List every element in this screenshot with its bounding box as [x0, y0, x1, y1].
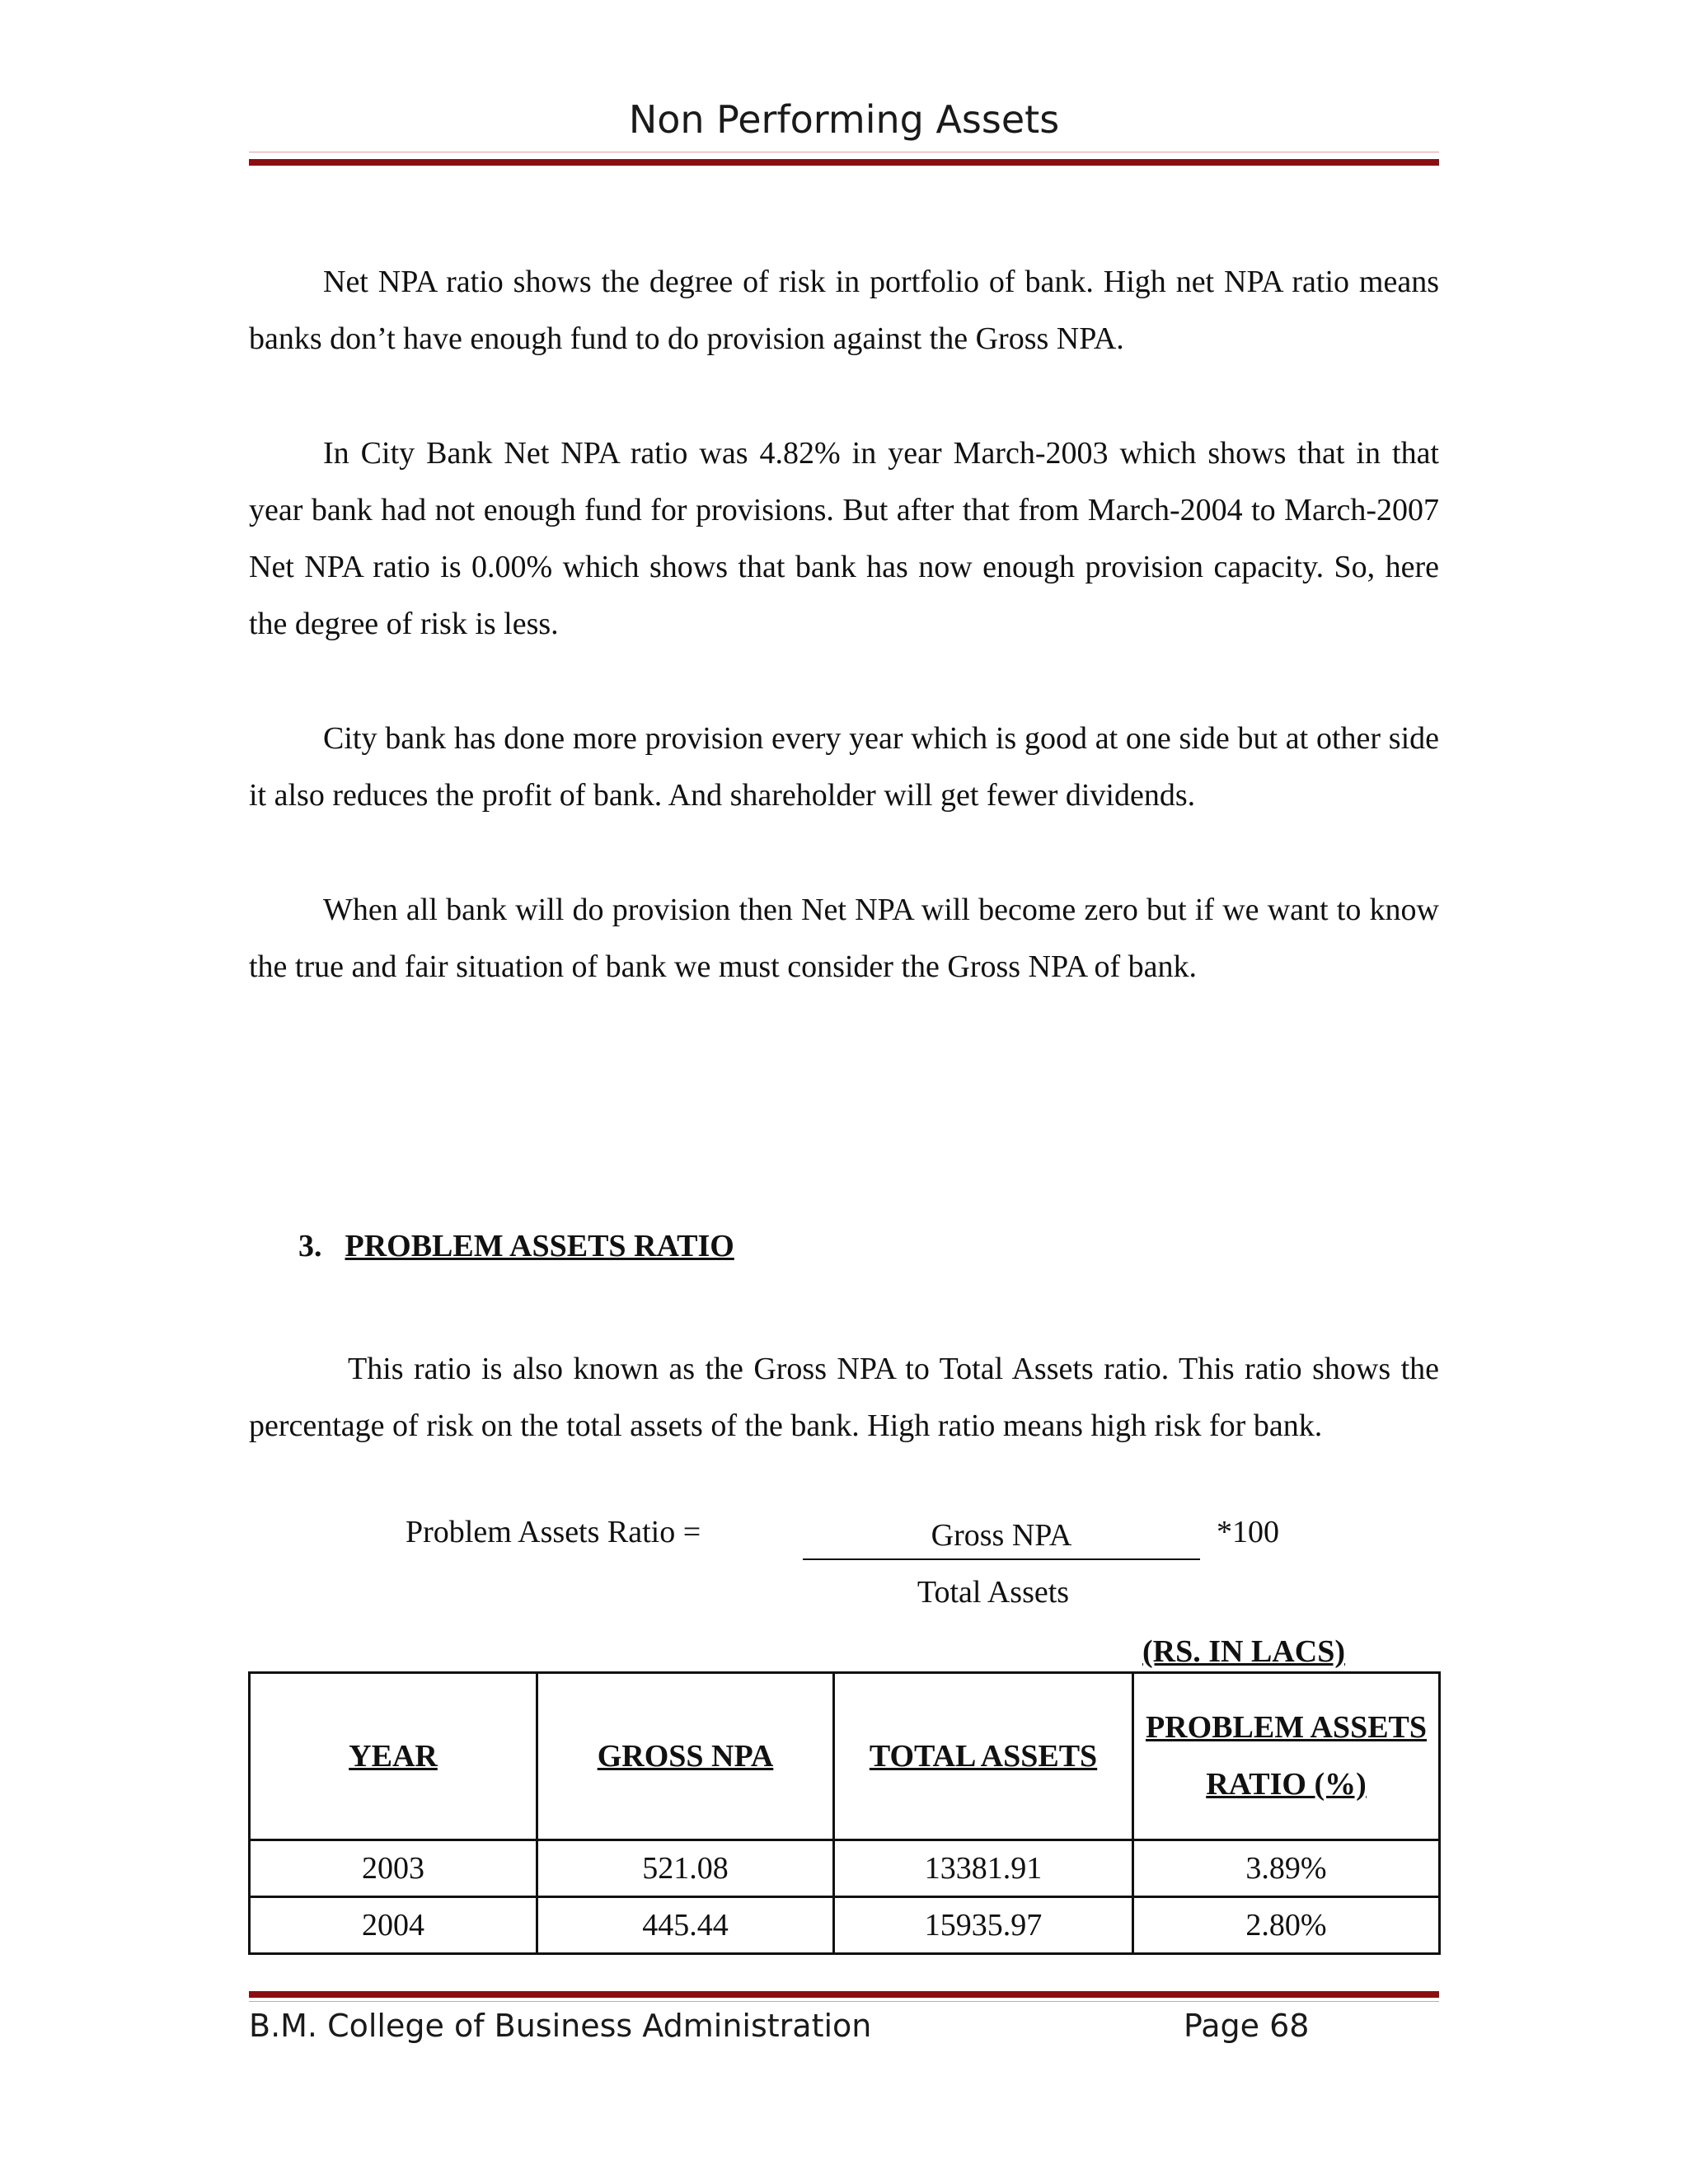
- cell-year: 2003: [250, 1840, 537, 1897]
- cell-ratio: 2.80%: [1133, 1897, 1440, 1954]
- cell-gross-npa: 445.44: [537, 1897, 834, 1954]
- cell-total-assets: 15935.97: [834, 1897, 1133, 1954]
- footer-page-number: Page 68: [1184, 2008, 1310, 2044]
- header-total-assets: TOTAL ASSETS: [834, 1673, 1133, 1840]
- header-gross-npa: GROSS NPA: [537, 1673, 834, 1840]
- section-number: 3.: [298, 1229, 322, 1263]
- formula-multiplier: *100: [1217, 1515, 1279, 1549]
- footer-rule-thin: [249, 2001, 1439, 2002]
- table-header-row: [250, 1673, 1440, 1840]
- footer-college-name: B.M. College of Business Administration: [249, 2008, 872, 2044]
- section-title: PROBLEM ASSETS RATIO: [345, 1229, 734, 1263]
- cell-year: 2004: [250, 1897, 537, 1954]
- page-header-title: Non Performing Assets: [628, 97, 1060, 142]
- footer-rule-thick: [249, 1991, 1439, 1998]
- table-row: [250, 1840, 1440, 1897]
- paragraph-net-npa: Net NPA ratio shows the degree of risk in portfolio of bank. High net NPA ratio means banks don’t have enough fund to do provision against the Gross NPA.: [249, 265, 1439, 356]
- paragraph-gross-npa: When all bank will do provision then Net NPA will become zero but if we want to know the true and fair situation of bank we must consider the Gross NPA of bank.: [249, 893, 1439, 984]
- formula-numerator: Gross NPA: [803, 1514, 1200, 1560]
- table-units-label: (RS. IN LACS): [1142, 1634, 1345, 1669]
- paragraph-city-bank-ratio: In City Bank Net NPA ratio was 4.82% in year March-2003 which shows that in that year bank had not enough fund for provisions. But after that from March-2004 to March-2007 Net NPA ratio is 0.00% which shows that bank has now enough provision capacity. So, here the degree of risk is less.: [249, 436, 1439, 641]
- table-row: [250, 1897, 1440, 1954]
- formula-denominator: Total Assets: [917, 1575, 1070, 1610]
- header-year: YEAR: [250, 1673, 537, 1840]
- formula-label: Problem Assets Ratio =: [406, 1515, 701, 1549]
- problem-assets-table: [248, 1671, 1441, 1955]
- paragraph-provision: City bank has done more provision every year which is good at one side but at other side it also reduces the profit of bank. And shareholder will get fewer dividends.: [249, 721, 1439, 813]
- section-heading: [298, 1228, 734, 1264]
- cell-ratio: 3.89%: [1133, 1840, 1440, 1897]
- cell-gross-npa: 521.08: [537, 1840, 834, 1897]
- header-rule-thick: [249, 159, 1439, 166]
- cell-total-assets: 13381.91: [834, 1840, 1133, 1897]
- section-intro: This ratio is also known as the Gross NPA to Total Assets ratio. This ratio shows the percentage of risk on the total assets of the bank. High ratio means high risk for bank.: [249, 1352, 1439, 1443]
- header-problem-assets-ratio: PROBLEM ASSETS RATIO (%): [1133, 1673, 1440, 1840]
